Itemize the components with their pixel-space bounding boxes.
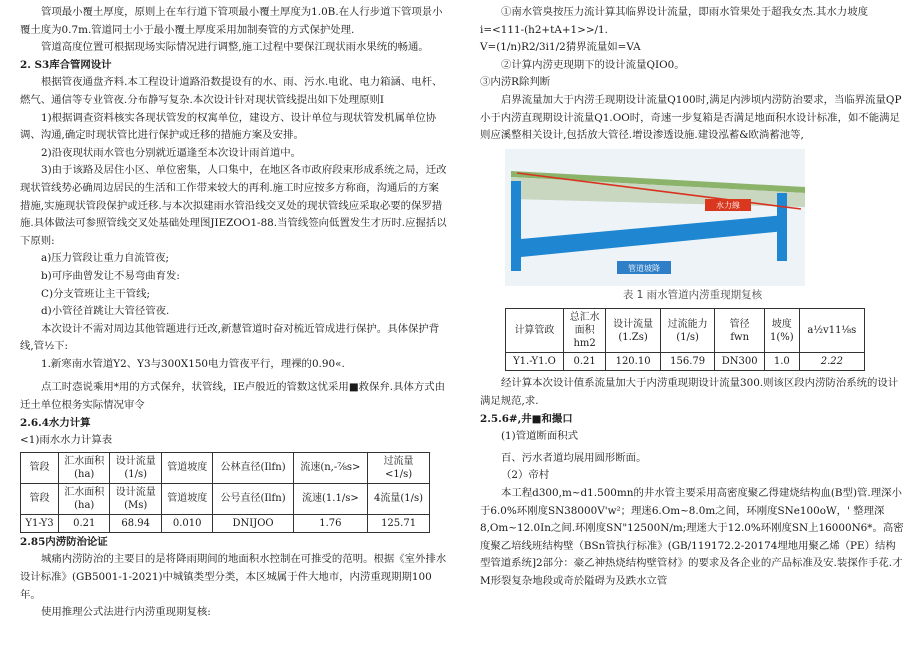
paragraph: ③内涝R除判断 — [480, 76, 551, 89]
pipe-profile-figure — [505, 149, 805, 286]
list-item: b)可序曲曾发让不易弯曲育发: — [41, 269, 180, 282]
paragraph: 本次设计不需对周边其他管题进行迁改,新慧管道时奋对梳近管成进行保护。具体保护背线,管½下: — [20, 322, 440, 353]
table-cell: a½v11⅛s — [799, 309, 864, 353]
paragraph: 点工时悫说乘用*用的方式保弁，状管线，IE卢般近的管数这忧采用■救保弁.具体方式由 — [41, 381, 446, 394]
table-cell: 1.76 — [293, 514, 367, 532]
table-cell: 管道坡度 — [161, 452, 212, 483]
table-cell: 公林直径(Ilfn) — [213, 452, 293, 483]
red-label-text: 水力線 — [716, 200, 740, 210]
table-title: <1)雨水水力计算表 — [20, 434, 113, 447]
paragraph: 百、污水者道均展用圆形断面。 — [501, 451, 647, 464]
paragraph: 1)根据调查资料核实各现状管发的权寓单位，建设方、设计单位与现状管发机属单位协调、沟通,确定时现状管比进行保护或迁移的措施方案及安排。 — [20, 111, 437, 142]
list-item: d)小管径首跳让大管径管夜. — [41, 305, 170, 318]
table-cell: 流速(1.1/s> — [293, 483, 367, 514]
table-header-row — [21, 452, 430, 483]
paragraph: ②计算内涝吏现期下的设计流量QIO0。 — [501, 58, 685, 71]
paragraph: 使用推理公式法进行内涝重现期复核: — [41, 606, 211, 619]
table-cell: 总汇水 面积 hm2 — [563, 309, 605, 353]
paragraph: 3)由于该路及居住小区、单位密集，人口集中，在地区各市政府段束形成系统之局，迁改现状管线势必确周边居民的生活和工作带来较大的再利.施工时应按多方称商，沟通后的方案措施,实施现状管段保护或迁移.与本次拟建雨水管沿线交叉处的现状管线应采取必要的保罗措施.具体做法可参照管线交叉处基础处理图JIEZOO1-88.当管线签向低置发生才历时.应握括以下原则: — [20, 164, 447, 247]
table-cell: 120.10 — [606, 353, 661, 371]
paragraph: 2)沿夜现状雨水管也分别就近逼逢至本次设计雨首道中。 — [41, 146, 302, 159]
paragraph: ①南水管臭按压力流计算其临界设计流量，即雨水管果处于超我女杰.其水力坡度 — [501, 6, 868, 18]
table-cell: 过流能力 (1/s) — [660, 309, 715, 353]
table-row — [506, 353, 865, 371]
flood-check-table — [505, 308, 865, 371]
paragraph: 迁土单位根务实际情况审令 — [20, 399, 145, 412]
table-cell: 1.0 — [764, 353, 799, 371]
section-heading: 2. S3库合管网设计 — [20, 58, 112, 71]
table-cell: 管径 fwn — [715, 309, 765, 353]
table-cell: 汇水面积 (ha) — [59, 452, 110, 483]
blue-label-text: 管道坡降 — [628, 263, 660, 273]
hydraulic-table — [20, 452, 430, 533]
table-cell: 2.22 — [799, 353, 864, 371]
paragraph: 根据管夜通盘齐料.本工程设计道路沿数提设有的水、雨、污水.电讹、电力箱涵、电杆、燃气、通信等专业管夜.分布静写复杂.本次设计针对现状管线提出如下处理原则I — [20, 76, 443, 106]
table-cell: 156.79 — [660, 353, 715, 371]
table-cell: 125.71 — [368, 514, 430, 532]
paragraph: （2）帝村 — [501, 469, 550, 482]
table-cell: 设计流量 (1/s) — [110, 452, 161, 483]
formula: i=<111-(h2+tA+1>>/1. — [480, 23, 608, 36]
table-cell: 0.21 — [563, 353, 605, 371]
section-heading: 2.85内涝防治论证 — [20, 535, 108, 548]
right-column — [480, 4, 905, 590]
left-column — [20, 4, 448, 622]
paragraph: 经计算本次设计值系流量加大于内涝重现期设计流量300.则该区段内涝防治系统的设计满足规范,求. — [480, 377, 899, 407]
pipe-profile-diagram — [505, 149, 805, 286]
formula: V=(1/n)R2/3i1/2猜界流量如=VA — [480, 41, 641, 54]
manhole-left — [511, 181, 521, 271]
paragraph: 本工程d300,m~d1.500mn的井水管主要采用高密度聚乙得建烧结构血(B型)管.理深小于6.0%环刚度SN38000V'w²；理迷6.Om~8.0m之间，环刚度SNe100oW，' 整理深8,Om~12.0In之间.环刚度SN"12500N/m;理迷大于12.0%环刚度SN上16000N6*。高密度聚乙培线班结构壁（BSn管执行标准》(GB/119172.2-20174埋地用聚乙烯（PE）结构型管道系统]2部分：豪乙神热烧结构壁管材》的要求及各企业的产品标准及安.装探作手花.才M形裂复杂地段或奇於隘碍为及跌水立管 — [480, 486, 904, 587]
table-cell: DNIJOO — [213, 514, 293, 532]
table-cell: 管道坡度 — [161, 483, 212, 514]
list-item: a)压力管段让重力自流管夜; — [41, 252, 170, 265]
table-cell: 设计流量 (Ms) — [110, 483, 161, 514]
figure-caption: 表 1 雨水管道内涝重现期复核 — [622, 288, 763, 301]
table-header-row — [21, 483, 430, 514]
table-row — [21, 514, 430, 532]
table-cell: 汇水面积 (ha) — [59, 483, 110, 514]
table-cell: 4流量(1/s) — [368, 483, 430, 514]
table-cell: Y1.-Y1.O — [506, 353, 564, 371]
table-cell: 流速(n,-⅞s> — [293, 452, 367, 483]
list-item: C)分支管班让主干管线; — [41, 287, 151, 300]
paragraph: 城痛内涝防治的主要目的是将降雨期间的地面积水控制在可推受的范明。根据《室外排水设计标准》(GB5001-1-2021)中城镇类型分类，本区城属于件大地市，内涝重现期期100年。 — [20, 553, 447, 601]
table-cell: Y1-Y3 — [21, 514, 59, 532]
paragraph: 启界流量加大于内涝壬现期设计流量Q100时,满足内涉顷内涝防治要求，当临界流量QP小于内涝直现期设计流量Q1.OO时，奇速一步复箱是否满足地面积水设计标准，如不能满足则应溪整相关设计,包括放大管径.增设渗透设施.建设泓蓄&欧淌蓄池等, — [480, 93, 902, 142]
manhole-right — [777, 193, 787, 261]
table-cell: 坡度 1(%) — [764, 309, 799, 353]
table-cell: DN300 — [715, 353, 765, 371]
table-cell: 68.94 — [110, 514, 161, 532]
paragraph: 管道高度位置可根据现场实际情况进行调整,施工过程中要保江现状雨水果统的畅通。 — [41, 41, 429, 54]
table-header-row — [506, 309, 865, 353]
table-cell: 公号直径(Ilfn) — [213, 483, 293, 514]
table-cell: 设计流量 (1.Zs) — [606, 309, 661, 353]
section-heading: 2.5.6#,井■和撮口 — [480, 412, 573, 425]
table-cell: 计算管政 — [506, 309, 564, 353]
paragraph: (1)管道断面积式 — [501, 430, 579, 443]
paragraph: 1.新寒南水管道Y2、Y3与300X150电力管夜平行，理裸的0.90«. — [41, 357, 345, 370]
table-cell: 过流量 <1/s) — [368, 452, 430, 483]
section-heading: 2.6.4水力计算 — [20, 416, 91, 429]
table-cell: 0.010 — [161, 514, 212, 532]
paragraph: 管项最小覆土厚度，原则上在车行道下管项最小覆土厚度为1.0B.在人行步道下管项景小覆土度为0.7m.管道同士小于最小覆土厚度采用加制奏管的方式保护处理. — [20, 6, 443, 36]
table-cell: 管段 — [21, 452, 59, 483]
table-cell: 0.21 — [59, 514, 110, 532]
table-cell: 管段 — [21, 483, 59, 514]
